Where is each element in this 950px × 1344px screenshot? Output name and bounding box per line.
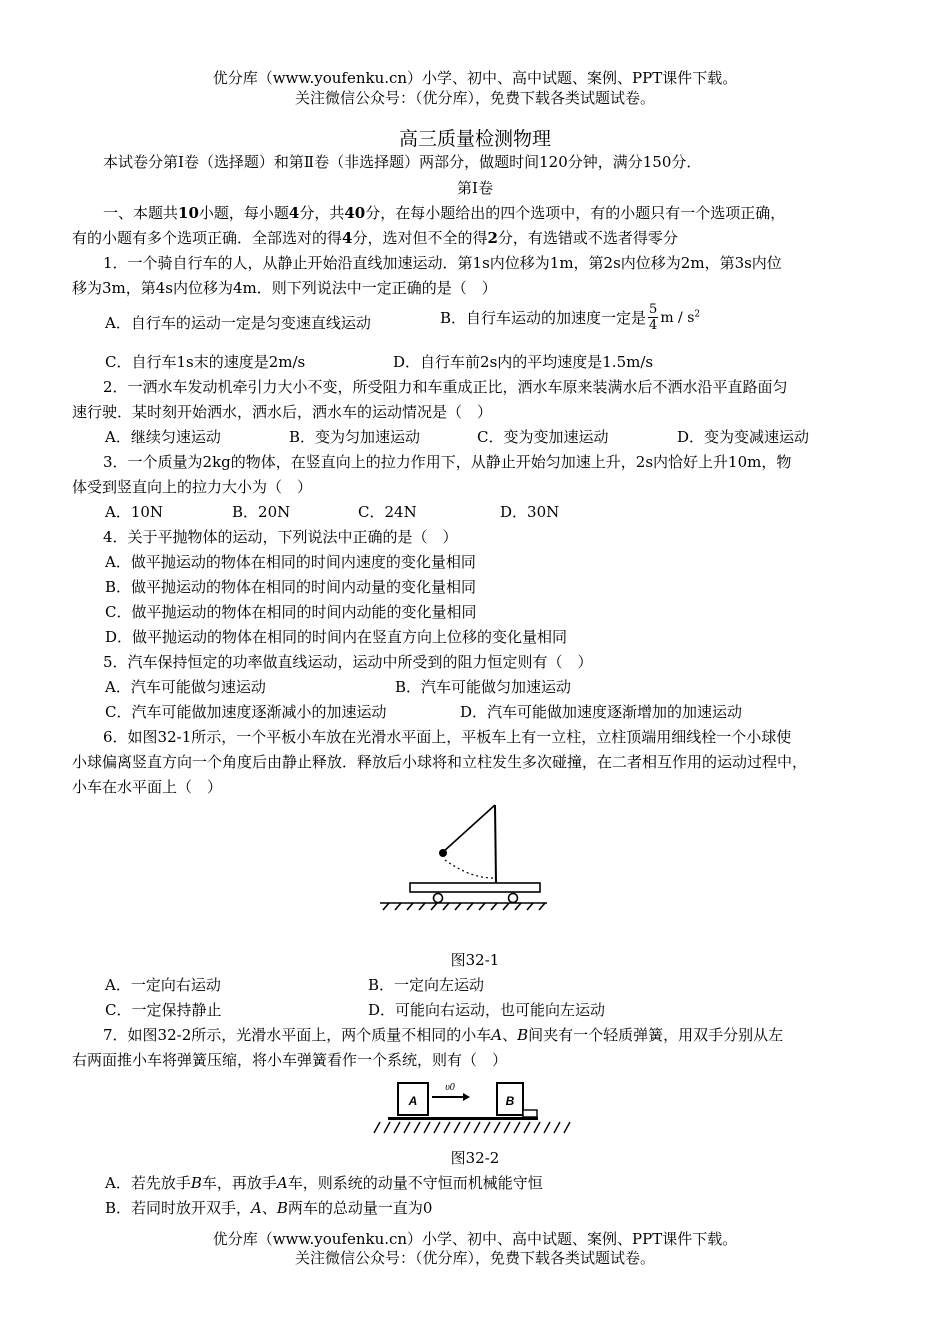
section-instructions-line-1: 一、本题共10小题，每小题4分，共40分，在每小题给出的四个选项中，有的小题只有一个选项正确， (103, 204, 786, 222)
q4-option-b: B．做平抛运动的物体在相同的时间内动量的变化量相同 (105, 578, 477, 596)
q1-fraction: $\frac{5}{4}$ (649, 302, 658, 333)
q2-option-d: D．变为变减速运动 (677, 428, 810, 446)
q2-option-c: C．变为变加速运动 (477, 428, 609, 446)
swing-arc (445, 860, 493, 878)
q2-stem-line-1: 2．一洒水车发动机牵引力大小不变，所受阻力和车重成正比，洒水车原来装满水后不洒水沿平直路面匀 (103, 378, 788, 396)
q6-option-d: D．可能向右运动，也可能向左运动 (368, 1001, 606, 1019)
ground-hatch (374, 1122, 570, 1133)
ball (439, 849, 447, 857)
q5-stem: 5．汽车保持恒定的功率做直线运动，运动中所受到的阻力恒定则有（ ） (103, 653, 593, 671)
q1-stem-line-2: 移为3m，第4s内位移为4m．则下列说法中一定正确的是（ ） (72, 279, 497, 297)
footer-line-1: 优分库（www.youfenku.cn）小学、初中、高中试题、案例、PPT课件下载。 (212, 1230, 738, 1248)
q3-option-d: D．30N (500, 503, 560, 521)
q1-unit: m / $s^2$ (660, 308, 701, 326)
q5-option-b: B．汽车可能做匀加速运动 (395, 678, 572, 696)
q7-stem-line-2: 右两面推小车将弹簧压缩，将小车弹簧看作一个系统，则有（ ） (72, 1051, 508, 1069)
part-heading: 第Ⅰ卷 (457, 179, 493, 197)
q3-option-a: A．10N (105, 503, 164, 521)
q5-option-d: D．汽车可能做加速度逐渐增加的加速运动 (460, 703, 743, 721)
figure-32-1-caption: 图32-1 (450, 951, 500, 969)
spring-block (523, 1110, 537, 1117)
q6-option-c: C．一定保持静止 (105, 1001, 222, 1019)
ground-hatch (380, 903, 547, 910)
cart-b-label: B (505, 1094, 515, 1108)
figure-32-2 (370, 1075, 580, 1137)
q7-option-a: A．若先放手B车，再放手A车，则系统的动量不守恒而机械能守恒 (105, 1174, 543, 1192)
q6-stem-line-2: 小球偏离竖直方向一个角度后由静止释放．释放后小球将和立柱发生多次碰撞，在二者相互作用的运动过程中， (72, 753, 808, 771)
q7-stem-line-1: 7．如图32-2所示，光滑水平面上，两个质量不相同的小车A、B间夹有一个轻质弹簧，用双手分别从左 (103, 1026, 784, 1044)
cart-wheel-left (434, 894, 443, 903)
string (443, 805, 495, 852)
q1-option-a: A．自行车的运动一定是匀变速直线运动 (105, 314, 371, 332)
q3-stem-line-2: 体受到竖直向上的拉力大小为（ ） (72, 478, 313, 496)
ground-surface (388, 1117, 538, 1120)
page-title: 高三质量检测物理 (398, 128, 551, 150)
exam-intro: 本试卷分第Ⅰ卷（选择题）和第Ⅱ卷（非选择题）两部分，做题时间120分钟，满分150分． (103, 153, 702, 171)
header-line-1: 优分库（www.youfenku.cn）小学、初中、高中试题、案例、PPT课件下载。 (212, 69, 738, 87)
q4-option-c: C．做平抛运动的物体在相同的时间内动能的变化量相同 (105, 603, 477, 621)
q6-stem-line-3: 小车在水平面上（ ） (72, 778, 223, 796)
q6-option-a: A．一定向右运动 (105, 976, 221, 994)
q1-option-c: C．自行车1s末的速度是2m/s (105, 353, 306, 371)
q6-option-b: B．一定向左运动 (368, 976, 485, 994)
q1-option-b: B．自行车运动的加速度一定是 $\frac{5}{4}$ m / $s^2$ (440, 302, 701, 333)
cart-platform (410, 883, 540, 892)
q3-option-c: C．24N (358, 503, 417, 521)
q2-option-b: B．变为匀加速运动 (289, 428, 421, 446)
q1-option-d: D．自行车前2s内的平均速度是1.5m/s (393, 353, 654, 371)
q5-option-a: A．汽车可能做匀速运动 (105, 678, 266, 696)
q6-stem-line-1: 6．如图32-1所示，一个平板小车放在光滑水平面上，平板车上有一立柱，立柱顶端用细线栓一个小球使 (103, 728, 792, 746)
footer-line-2: 关注微信公众号：（优分库），免费下载各类试题试卷。 (294, 1249, 655, 1267)
q3-option-b: B．20N (232, 503, 291, 521)
figure-32-1 (375, 800, 555, 915)
q2-stem-line-2: 速行驶．某时刻开始洒水，洒水后，洒水车的运动情况是（ ） (72, 403, 493, 421)
q2-option-a: A．继续匀速运动 (105, 428, 221, 446)
velocity-label: υ0 (445, 1082, 455, 1093)
section-instructions-line-2: 有的小题有多个选项正确．全部选对的得4分，选对但不全的得2分，有选错或不选者得零分 (72, 229, 678, 247)
q4-option-a: A．做平抛运动的物体在相同的时间内速度的变化量相同 (105, 553, 476, 571)
cart-a-label: A (408, 1094, 418, 1108)
cart-wheel-right (509, 894, 518, 903)
q7-option-b: B．若同时放开双手，A、B两车的总动量一直为0 (105, 1199, 433, 1217)
figure-32-2-caption: 图32-2 (450, 1149, 500, 1167)
post (495, 805, 496, 883)
q1-stem-line-1: 1．一个骑自行车的人，从静止开始沿直线加速运动．第1s内位移为1m，第2s内位移为2m，第3s内位 (103, 254, 782, 272)
velocity-arrowhead (463, 1093, 470, 1101)
header-line-2: 关注微信公众号：（优分库），免费下载各类试题试卷。 (294, 89, 655, 107)
q5-option-c: C．汽车可能做加速度逐渐减小的加速运动 (105, 703, 387, 721)
q4-option-d: D．做平抛运动的物体在相同的时间内在竖直方向上位移的变化量相同 (105, 628, 568, 646)
q4-stem: 4．关于平抛物体的运动，下列说法中正确的是（ ） (103, 528, 458, 546)
q3-stem-line-1: 3．一个质量为2kg的物体，在竖直向上的拉力作用下，从静止开始匀加速上升，2s内恰好上升10m，物 (103, 453, 792, 471)
